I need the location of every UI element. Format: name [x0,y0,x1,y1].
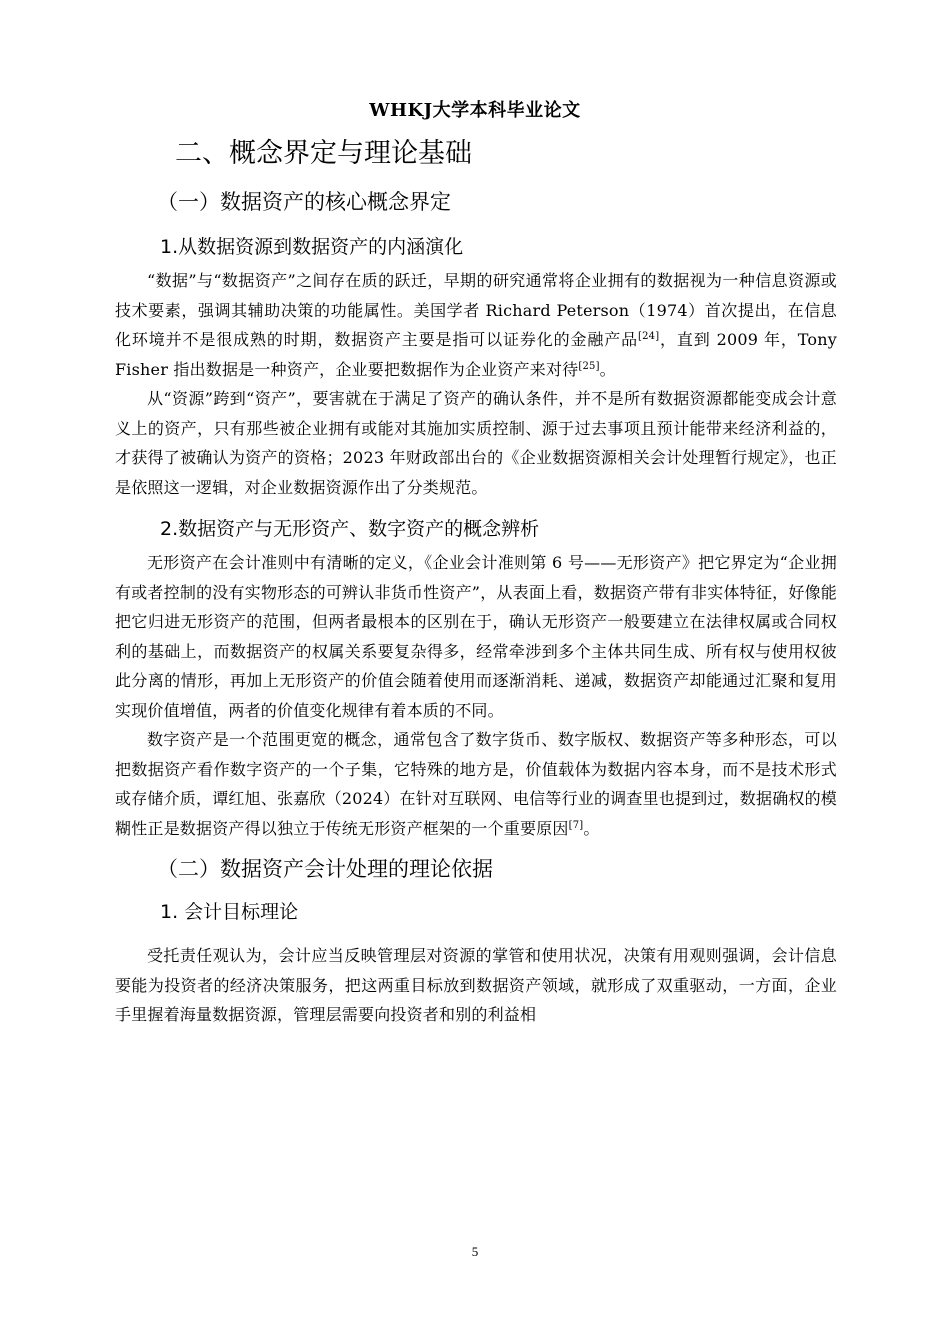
citation-ref: [24] [638,331,660,342]
paragraph: 无形资产在会计准则中有清晰的定义，《企业会计准则第 6 号——无形资产》把它界定为“企业拥有或者控制的没有实物形态的可辨认非货币性资产”，从表面上看，数据资产带有非实体特征，好像能把它归进无形资产的范围，但两者最根本的区别在于，确认无形资产一般要建立在法律权属或合同权利的基础上，而数据资产的权属关系要复杂得多，经常牵涉到多个主体共同生成、所有权与使用权彼此分离的情形，再加上无形资产的价值会随着使用而逐渐消耗、递减，数据资产却能通过汇聚和复用实现价值增值，两者的价值变化规律有着本质的不同。 [115,553,837,720]
subsection-heading-1-1: 1.从数据资源到数据资产的内涵演化 [160,236,464,258]
paragraph: “数据”与“数据资产”之间存在质的跃迁，早期的研究通常将企业拥有的数据视为一种信息资源或技术要素，强调其辅助决策的功能属性。美国学者 Richard Peterson（1974）首次提出，在信息化环境并不是很成熟的时期，数据资产主要是指可以证券化的金融产品[24]，直到 2009 年，Tony Fisher 指出数据是一种资产，企业要把数据作为企业资产来对待[25]。 [115,271,837,379]
citation-ref: [7] [568,819,584,831]
body-content [115,136,837,1030]
section-heading-2: （二）数据资产会计处理的理论依据 [157,857,493,881]
section-heading-1: （一）数据资产的核心概念界定 [157,190,451,214]
page-number: 5 [471,1244,479,1259]
subsection-heading-1-2: 2.数据资产与无形资产、数字资产的概念辨析 [160,518,540,540]
running-header: WHKJ大学本科毕业论文 [369,100,581,121]
citation-ref: [25] [578,360,600,372]
subsection-heading-2-1: 1. 会计目标理论 [160,901,299,923]
paragraph: 数字资产是一个范围更宽的概念，通常包含了数字货币、数字版权、数据资产等多种形态，可以把数据资产看作数字资产的一个子集，它特殊的地方是，价值载体为数据内容本身，而不是技术形式或存储介质，谭红旭、张嘉欣（2024）在针对互联网、电信等行业的调查里也提到过，数据确权的模糊性正是数据资产得以独立于传统无形资产框架的一个重要原因[7]。 [115,730,837,838]
chapter-title: 二、概念界定与理论基础 [175,138,472,169]
paragraph: 受托责任观认为，会计应当反映管理层对资源的掌管和使用状况，决策有用观则强调，会计信息要能为投资者的经济决策服务，把这两重目标放到数据资产领域，就形成了双重驱动，一方面，企业手里握着海量数据资源，管理层需要向投资者和别的利益相 [115,946,837,1024]
paragraph: 从“资源”跨到“资产”，要害就在于满足了资产的确认条件，并不是所有数据资源都能变成会计意义上的资产，只有那些被企业拥有或能对其施加实质控制、源于过去事项且预计能带来经济利益的，才获得了被确认为资产的资格；2023 年财政部出台的《企业数据资源相关会计处理暂行规定》，也正是依照这一逻辑，对企业数据资源作出了分类规范。 [115,389,837,497]
